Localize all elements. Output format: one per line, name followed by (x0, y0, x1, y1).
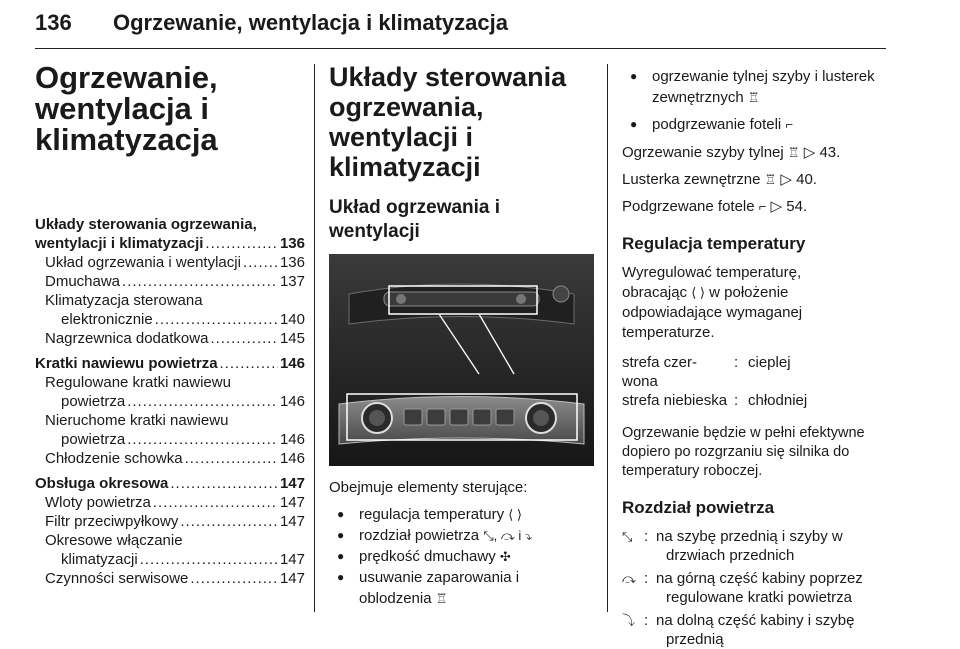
list-item: ● usuwanie zaparowania i oblodzenia ♖ (329, 567, 594, 609)
toc-row-first-line: Regulowane kratki nawiewu (45, 374, 231, 391)
toc-row[interactable]: powietrza ..... 146 (35, 430, 305, 449)
reference-line[interactable]: Podgrzewane fotele ⌐ ▷ 54. (622, 198, 808, 215)
chapter-column (35, 62, 305, 588)
toc-row[interactable]: Chłodzenie schowka ..... 146 (35, 449, 305, 468)
toc-row-first-line: Nieruchome kratki nawiewu (45, 412, 229, 429)
climate-panel-illustration (329, 254, 594, 466)
temperature-note: Ogrzewanie będzie w pełni efektywne dopiero po rozgrzaniu się silnika do temperatury roboczej. (622, 425, 865, 479)
rear-window-heater-icon: ♖ (747, 90, 760, 105)
toc-row[interactable]: Dmuchawa ..... 137 (35, 272, 305, 291)
toc-section[interactable]: Obsługa okresowa ..... 147 (35, 474, 305, 493)
temperature-text: Wyregulować temperaturę, obracając ⟨ ⟩ w położenie odpowiadające wymaganej temperaturze. (622, 264, 803, 341)
controls-column (329, 62, 594, 609)
section-title: Układy sterowania ogrzewania, wentylacji i klimatyzacji (329, 62, 567, 182)
header-rule (35, 48, 886, 49)
running-title: Ogrzewanie, wentylacja i klimatyzacja (113, 10, 508, 35)
toc-row[interactable]: powietrza ..... 146 (35, 392, 305, 411)
list-item: ● regulacja temperatury ⟨ ⟩ (329, 504, 594, 525)
toc-row[interactable]: elektronicznie ..... 140 (35, 310, 305, 329)
toc-row[interactable]: Nagrzewnica dodatkowa ..... 145 (35, 329, 305, 348)
list-item: ● prędkość dmuchawy ✣ (329, 546, 594, 567)
temperature-table (622, 353, 887, 410)
table-row: strefa czer- wona : cieplej (622, 354, 791, 390)
toc-row[interactable]: klimatyzacji ..... 147 (35, 550, 305, 569)
floor-airflow-icon: ⤵ (622, 613, 636, 628)
table-row: ⤡ : na szybę przednią i szyby w drzwiach przednich (622, 528, 843, 564)
toc-row[interactable]: wentylacji i klimatyzacji ..... 136 (35, 234, 305, 253)
list-item: ● ogrzewanie tylnej szyby i lusterek zewnętrznych ♖ (622, 66, 887, 108)
page-reference[interactable]: ▷ 43. (803, 144, 841, 161)
air-distribution-table (622, 527, 887, 649)
table-row: strefa niebieska : chłodniej (622, 392, 808, 409)
temperature-icon: ⟨ ⟩ (691, 285, 705, 300)
column-divider-1 (314, 64, 315, 612)
page-number: 136 (35, 10, 72, 35)
climate-control-photo (329, 254, 594, 466)
upper-airflow-icon: ⤼ (622, 571, 636, 586)
column-divider-2 (607, 64, 608, 612)
intro-text: Obejmuje elementy sterujące: (329, 479, 528, 496)
defrost-icon: ♖ (435, 591, 448, 606)
page-reference[interactable]: ▷ 54. (770, 198, 808, 215)
reference-line[interactable]: Ogrzewanie szyby tylnej ♖ ▷ 43. (622, 144, 841, 161)
table-row: ⤵ : na dolną część kabiny i szybę przednią (622, 612, 855, 648)
seat-heater-icon: ⌐ (758, 199, 767, 214)
toc-row-first-line: Okresowe włączanie (45, 532, 183, 549)
page-header (35, 10, 886, 44)
controls-list (329, 504, 594, 609)
rear-window-heater-icon: ♖ (787, 145, 800, 160)
subsection-title: Układ ogrzewania i wentylacji (329, 197, 501, 242)
table-of-contents (35, 215, 305, 588)
fan-icon: ✣ (499, 549, 511, 564)
mirror-heater-icon: ♖ (764, 172, 777, 187)
list-item: ● rozdział powietrza ⤡, ⤼ i ⤵ (329, 525, 594, 546)
toc-section: Układy sterowania ogrzewania, (35, 216, 257, 233)
toc-row[interactable]: Czynności serwisowe ..... 147 (35, 569, 305, 588)
list-item: ● podgrzewanie foteli ⌐ (622, 114, 887, 135)
temperature-heading: Regulacja temperatury (622, 234, 806, 253)
toc-row[interactable]: Układ ogrzewania i wentylacji ..... 136 (35, 253, 305, 272)
temperature-icon: ⟨ ⟩ (508, 507, 523, 522)
toc-row-first-line: Klimatyzacja sterowana (45, 292, 203, 309)
reference-list (622, 143, 887, 217)
toc-row[interactable]: Filtr przeciwpyłkowy ..... 147 (35, 512, 305, 531)
page-reference[interactable]: ▷ 40. (780, 171, 817, 188)
table-row: ⤼ : na górną część kabiny poprzez regulowane kratki powietrza (622, 570, 863, 606)
heating-list (622, 66, 887, 135)
seat-heater-icon: ⌐ (785, 117, 794, 132)
reference-line[interactable]: Lusterka zewnętrzne ♖ ▷ 40. (622, 171, 817, 188)
details-column (622, 66, 887, 649)
air-distribution-heading: Rozdział powietrza (622, 498, 775, 517)
air-distribution-icon: ⤡, ⤼ i ⤵ (483, 528, 533, 543)
chapter-title: Ogrzewanie, wentylacja i klimatyzacja (35, 60, 218, 157)
windshield-airflow-icon: ⤡ (622, 529, 633, 544)
toc-section[interactable]: Kratki nawiewu powietrza ..... 146 (35, 354, 305, 373)
toc-row[interactable]: Wloty powietrza ..... 147 (35, 493, 305, 512)
